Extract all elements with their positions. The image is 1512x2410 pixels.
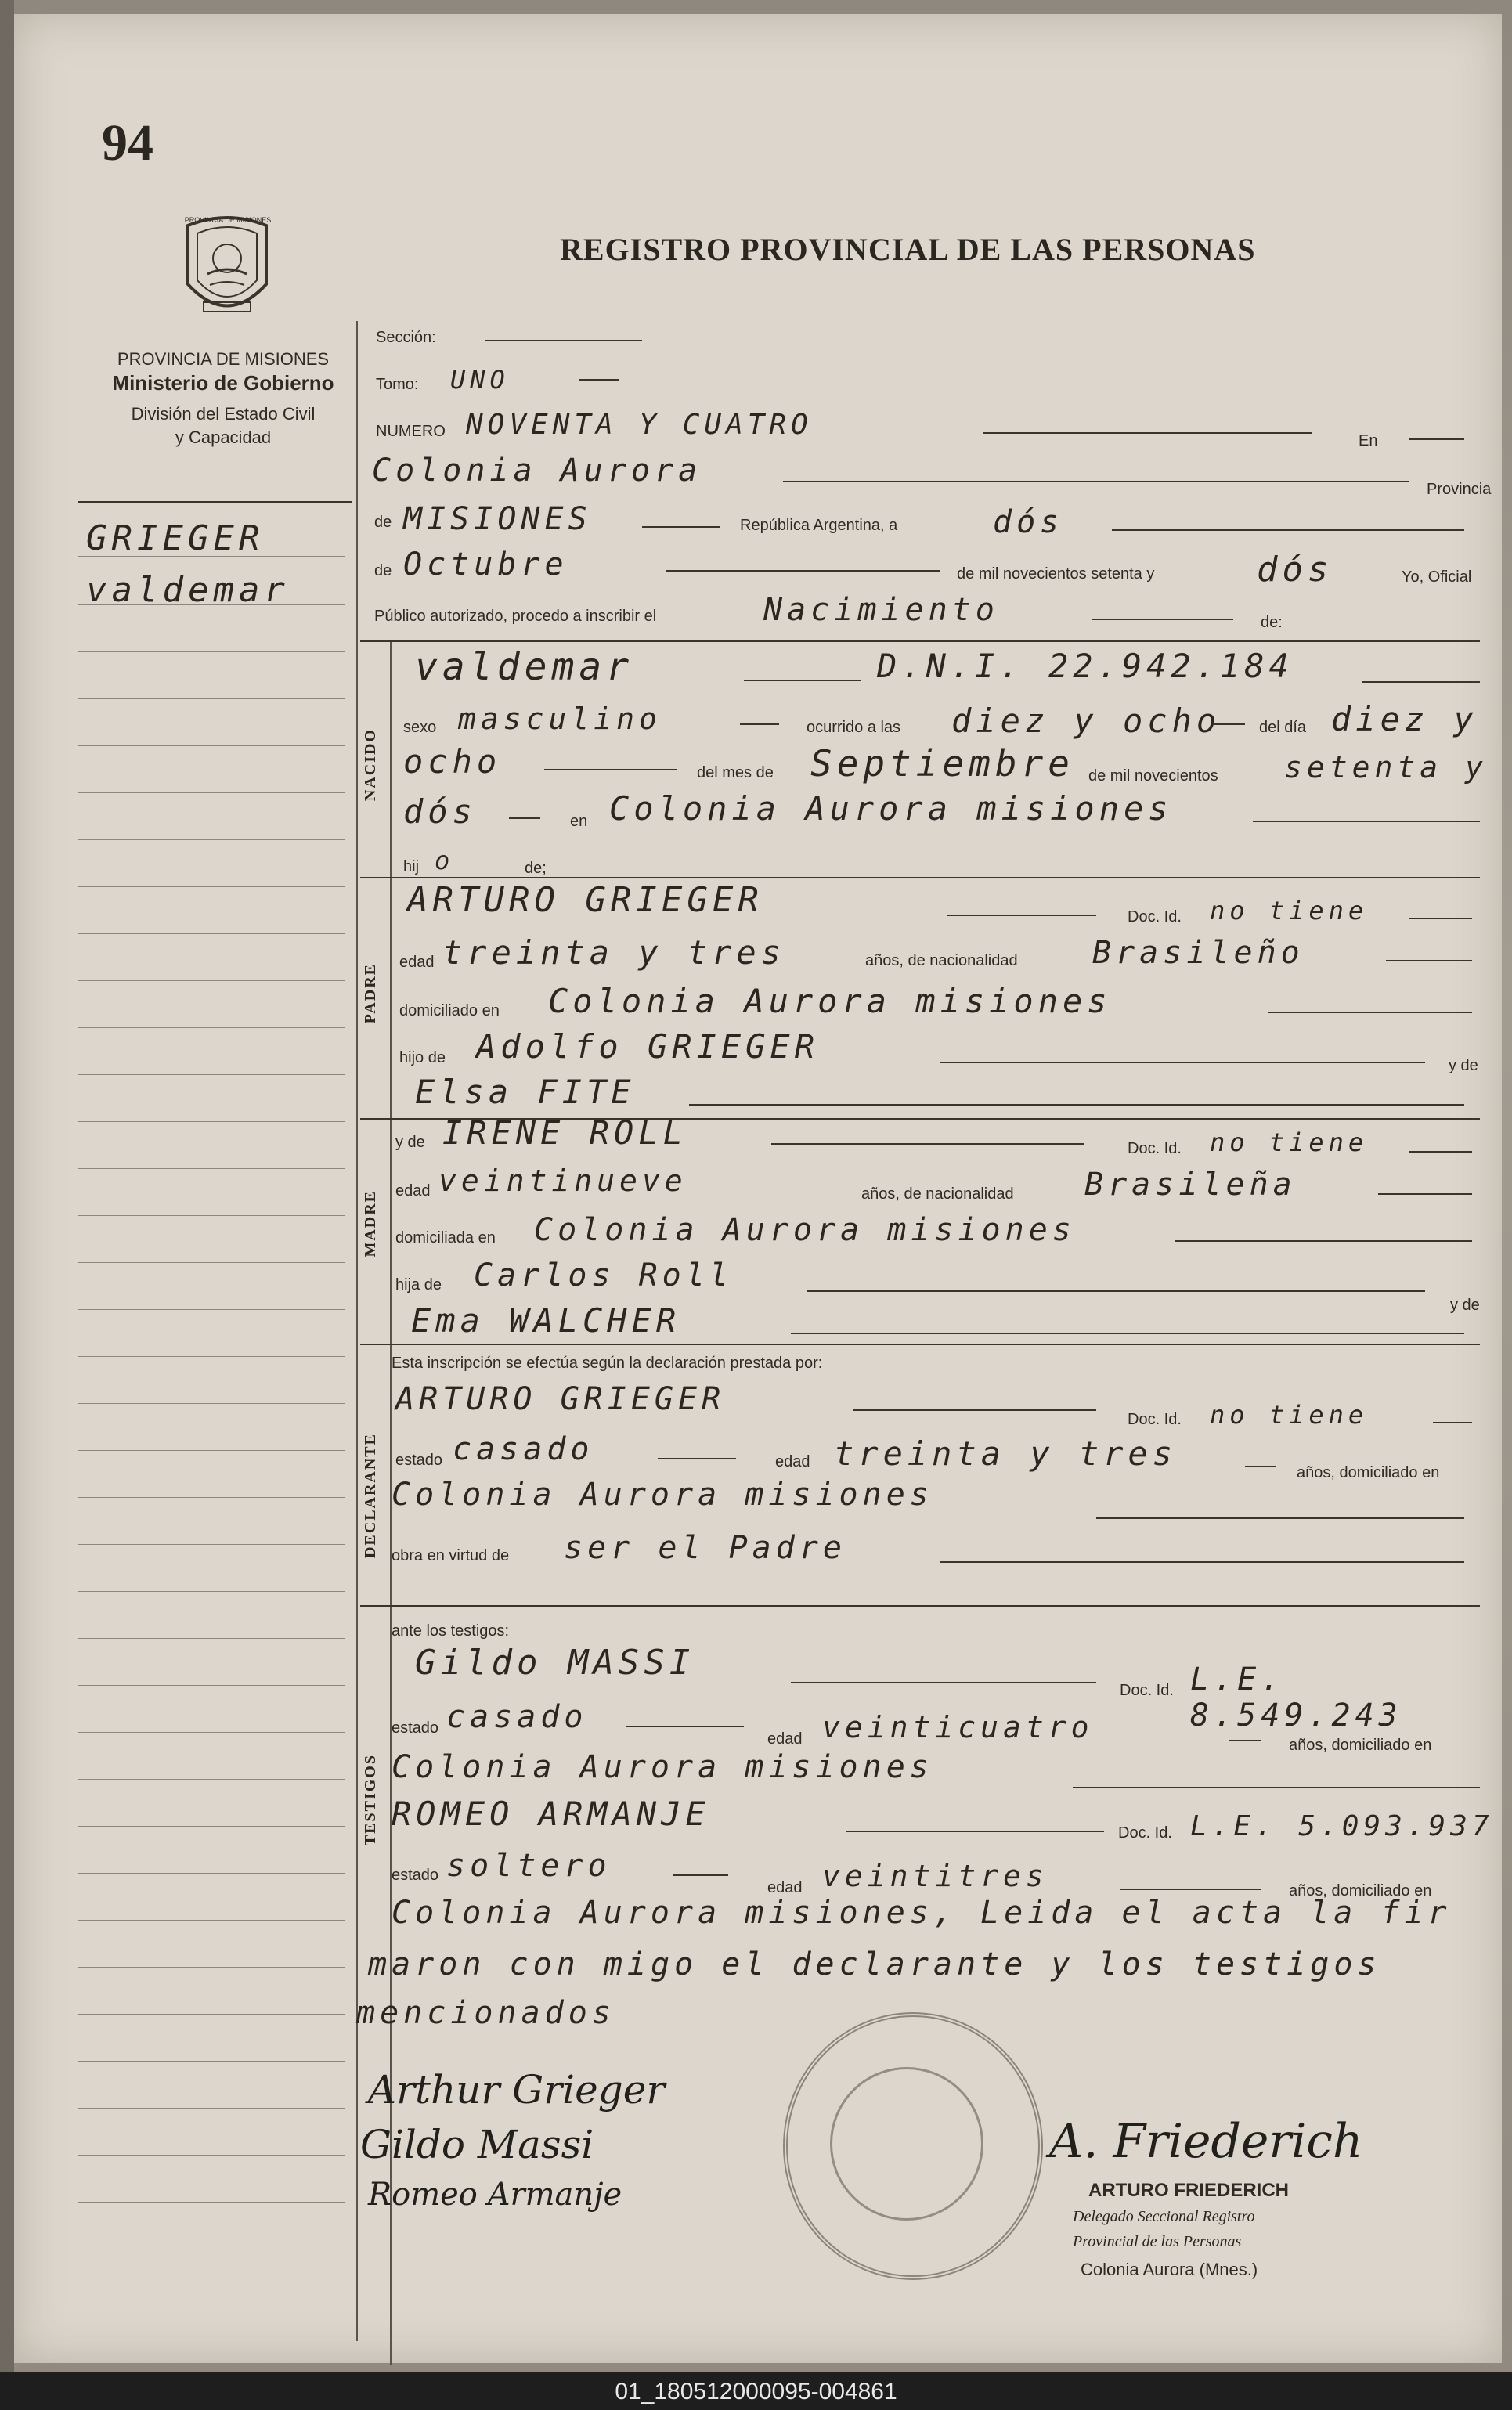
separator-padre-top bbox=[360, 877, 1480, 878]
declarante-nombre: ARTURO GRIEGER bbox=[395, 1381, 726, 1417]
en-label: En bbox=[1359, 432, 1378, 449]
margin-surname: GRIEGER bbox=[86, 518, 265, 558]
signature-declarante: Arthur Grieger bbox=[368, 2067, 666, 2112]
mes-value: Octubre bbox=[403, 547, 568, 583]
division-line2: y Capacidad bbox=[175, 428, 272, 447]
madre-madre-value: Ema WALCHER bbox=[411, 1301, 681, 1340]
province-name: PROVINCIA DE MISIONES bbox=[117, 349, 330, 369]
padre-domicilio-value: Colonia Aurora misiones bbox=[548, 982, 1112, 1020]
declarante-estado-value: casado bbox=[453, 1431, 594, 1467]
testigos-intro: ante los testigos: bbox=[392, 1622, 510, 1640]
acto-value: Nacimiento bbox=[763, 592, 999, 628]
declarante-obra-line bbox=[940, 1561, 1464, 1563]
padre-domicilio-label: domiciliado en bbox=[399, 1002, 500, 1019]
tomo-label: Tomo: bbox=[376, 376, 419, 393]
testigo2-nombre-line bbox=[846, 1831, 1104, 1832]
declarante-domicilio-line bbox=[1096, 1517, 1464, 1519]
label-padre: PADRE bbox=[362, 963, 379, 1024]
mil-label: de mil novecientos setenta y bbox=[957, 565, 1155, 583]
tomo-value: UNO bbox=[450, 365, 510, 395]
madre-y-de-label: y de bbox=[395, 1134, 425, 1151]
de3-label: de: bbox=[1261, 614, 1283, 631]
mes-line bbox=[666, 570, 940, 572]
closing-line1: maron con migo el declarante y los testigos bbox=[368, 1946, 1381, 1982]
testigo1-estado-label: estado bbox=[392, 1719, 439, 1737]
padre-padre-value: Adolfo GRIEGER bbox=[476, 1027, 820, 1066]
padre-nacionalidad-line bbox=[1386, 960, 1472, 961]
padre-nombre: ARTURO GRIEGER bbox=[407, 880, 763, 920]
padre-madre-line bbox=[689, 1104, 1464, 1106]
declarante-obra-label: obra en virtud de bbox=[392, 1547, 510, 1564]
nacido-anio-value: setenta y bbox=[1284, 750, 1488, 785]
padre-padre-line bbox=[940, 1062, 1425, 1063]
signature-official: A. Friederich bbox=[1049, 2114, 1363, 2169]
testigo2-edad-label: edad bbox=[767, 1879, 803, 1896]
declarante-intro: Esta inscripción se efectúa según la declaración prestada por: bbox=[392, 1355, 823, 1372]
madre-edad-value: veintinueve bbox=[438, 1164, 687, 1198]
province-seal-icon bbox=[172, 210, 282, 327]
madre-padre-value: Carlos Roll bbox=[474, 1257, 733, 1293]
nacido-mil-label: de mil novecientos bbox=[1088, 767, 1218, 785]
padre-madre-value: Elsa FITE bbox=[415, 1073, 636, 1111]
padre-doc-label: Doc. Id. bbox=[1128, 908, 1182, 925]
signature-testigo2: Romeo Armanje bbox=[368, 2177, 622, 2213]
madre-nacionalidad-line bbox=[1378, 1193, 1472, 1195]
lugar-line bbox=[783, 481, 1409, 482]
nacido-dia-value: diez y bbox=[1331, 700, 1478, 738]
madre-y-de-label2: y de bbox=[1450, 1297, 1480, 1314]
page-number: 94 bbox=[102, 114, 153, 171]
sexo-line bbox=[740, 723, 779, 725]
madre-nombre-line bbox=[771, 1143, 1084, 1145]
separator-nacido-top bbox=[360, 640, 1480, 642]
dia-value: dós bbox=[993, 504, 1064, 540]
hijo-value: o bbox=[435, 846, 455, 875]
nacido-dni-line bbox=[1362, 681, 1480, 683]
testigo1-domicilio-line bbox=[1073, 1787, 1480, 1788]
padre-anios-label: años, de nacionalidad bbox=[865, 952, 1018, 969]
anio-value: dós bbox=[1257, 550, 1333, 590]
testigo2-estado-value: soltero bbox=[446, 1848, 612, 1884]
dia-cont-line bbox=[544, 769, 677, 770]
seccion-label: Sección: bbox=[376, 329, 436, 346]
padre-nacionalidad-value: Brasileño bbox=[1092, 935, 1305, 971]
madre-nombre: IRENE ROLL bbox=[442, 1113, 687, 1152]
nacido-nombre: valdemar bbox=[415, 645, 634, 689]
official-stamp-inner bbox=[830, 2067, 983, 2221]
testigo2-doc-value: L.E. 5.093.937 bbox=[1190, 1810, 1494, 1842]
testigo2-domicilio-value: Colonia Aurora misiones, Leida el acta la fir bbox=[392, 1895, 1452, 1931]
testigo1-edad-label: edad bbox=[767, 1730, 803, 1748]
testigo1-doc-value: L.E. 8.549.243 bbox=[1190, 1661, 1402, 1734]
official-place: Colonia Aurora (Mnes.) bbox=[1081, 2260, 1258, 2279]
signature-testigo1: Gildo Massi bbox=[360, 2122, 594, 2167]
label-declarante: DECLARANTE bbox=[362, 1433, 379, 1559]
seccion-line bbox=[485, 340, 642, 341]
padre-hijo-label: hijo de bbox=[399, 1049, 446, 1066]
padre-edad-value: treinta y tres bbox=[442, 933, 786, 972]
padre-domicilio-line bbox=[1268, 1012, 1472, 1013]
testigo2-nombre: ROMEO ARMANJE bbox=[392, 1795, 710, 1833]
official-title1: Delegado Seccional Registro bbox=[1073, 2208, 1255, 2225]
publico-label: Público autorizado, procedo a inscribir el bbox=[374, 608, 657, 625]
padre-nombre-line bbox=[947, 915, 1096, 916]
padre-doc-line bbox=[1409, 918, 1472, 919]
division-line1: División del Estado Civil bbox=[131, 404, 316, 424]
separator-testigos-top bbox=[360, 1605, 1480, 1607]
sexo-value: masculino bbox=[458, 702, 662, 736]
testigo1-nombre-line bbox=[791, 1682, 1096, 1683]
de2-label: de bbox=[374, 562, 392, 579]
republica-label: República Argentina, a bbox=[740, 517, 898, 534]
sexo-label: sexo bbox=[403, 719, 437, 736]
nacido-mes-label: del mes de bbox=[697, 764, 774, 781]
madre-madre-line bbox=[791, 1333, 1464, 1334]
madre-doc-value: no tiene bbox=[1210, 1127, 1369, 1157]
madre-anios-label: años, de nacionalidad bbox=[861, 1185, 1014, 1203]
hijo-de-label: de; bbox=[525, 860, 547, 877]
madre-domicilio-line bbox=[1175, 1240, 1472, 1242]
nacido-nombre-line bbox=[744, 680, 861, 681]
numero-line bbox=[983, 432, 1312, 434]
testigo1-anios-label: años, domiciliado en bbox=[1289, 1737, 1432, 1754]
madre-domicilio-label: domiciliada en bbox=[395, 1229, 496, 1246]
numero-value: NOVENTA Y CUATRO bbox=[466, 409, 813, 441]
official-title2: Provincial de las Personas bbox=[1073, 2233, 1242, 2250]
anio-cont-line bbox=[509, 817, 540, 819]
separator-declarante-top bbox=[360, 1344, 1480, 1345]
madre-hija-label: hija de bbox=[395, 1276, 442, 1293]
declarante-edad-line bbox=[1245, 1466, 1276, 1467]
testigo2-doc-label: Doc. Id. bbox=[1118, 1824, 1172, 1842]
testigo1-nombre: Gildo MASSI bbox=[415, 1643, 695, 1683]
yo-label: Yo, Oficial bbox=[1402, 568, 1472, 586]
ocurrido-label: ocurrido a las bbox=[807, 719, 901, 736]
testigo1-domicilio-value: Colonia Aurora misiones bbox=[392, 1749, 933, 1785]
testigo2-anios-label: años, domiciliado en bbox=[1289, 1882, 1432, 1899]
declarante-estado-label: estado bbox=[395, 1452, 443, 1469]
numero-label: NUMERO bbox=[376, 423, 446, 440]
declarante-estado-line bbox=[658, 1458, 736, 1459]
testigo1-doc-label: Doc. Id. bbox=[1120, 1682, 1174, 1699]
padre-doc-value: no tiene bbox=[1210, 896, 1369, 925]
madre-nacionalidad-value: Brasileña bbox=[1084, 1167, 1297, 1203]
madre-doc-label: Doc. Id. bbox=[1128, 1140, 1182, 1157]
declarante-nombre-line bbox=[853, 1409, 1096, 1411]
madre-padre-line bbox=[807, 1290, 1425, 1292]
label-nacido: NACIDO bbox=[362, 728, 379, 802]
closing-line2: mencionados bbox=[356, 1995, 615, 2031]
label-testigos: TESTIGOS bbox=[362, 1754, 379, 1846]
testigo2-estado-line bbox=[673, 1874, 728, 1876]
margin-given-name: valdemar bbox=[86, 570, 290, 610]
declarante-edad-value: treinta y tres bbox=[834, 1434, 1178, 1473]
page-title: REGISTRO PROVINCIAL DE LAS PERSONAS bbox=[560, 232, 1256, 267]
hijo-label: hij bbox=[403, 858, 420, 875]
nacido-lugar-value: Colonia Aurora misiones bbox=[609, 789, 1173, 828]
testigo2-edad-line bbox=[1120, 1889, 1261, 1890]
declarante-edad-label: edad bbox=[775, 1453, 810, 1470]
padre-edad-label: edad bbox=[399, 954, 435, 971]
madre-doc-line bbox=[1409, 1151, 1472, 1153]
seal-text: PROVINCIA DE MISIONES bbox=[184, 216, 272, 224]
padre-y-de-label: y de bbox=[1449, 1057, 1478, 1074]
provincia-value: MISIONES bbox=[403, 501, 592, 537]
declarante-domicilio-value: Colonia Aurora misiones bbox=[392, 1477, 933, 1513]
declarante-obra-value: ser el Padre bbox=[564, 1530, 846, 1566]
declarante-doc-line bbox=[1433, 1422, 1472, 1423]
madre-domicilio-value: Colonia Aurora misiones bbox=[534, 1212, 1076, 1248]
provincia-line bbox=[642, 526, 720, 528]
nacido-en-label: en bbox=[570, 813, 588, 830]
margin-top-rule bbox=[78, 501, 352, 503]
nacido-anio-value-cont: dós bbox=[403, 792, 477, 831]
testigo1-edad-line bbox=[1229, 1740, 1261, 1741]
declarante-anios-label: años, domiciliado en bbox=[1297, 1464, 1440, 1481]
acto-line bbox=[1092, 619, 1233, 620]
testigo2-edad-value: veintitres bbox=[822, 1859, 1048, 1893]
label-madre: MADRE bbox=[362, 1190, 379, 1257]
official-name: ARTURO FRIEDERICH bbox=[1088, 2180, 1289, 2201]
testigo1-estado-line bbox=[626, 1726, 744, 1727]
nacido-dia-value-cont: ocho bbox=[403, 742, 502, 781]
de-label: de bbox=[374, 514, 392, 531]
binding-spine bbox=[0, 0, 14, 2410]
hora-line bbox=[1214, 723, 1245, 725]
nacido-mes-value: Septiembre bbox=[810, 742, 1074, 785]
margin-divider bbox=[356, 321, 358, 2341]
testigo1-edad-value: veinticuatro bbox=[822, 1710, 1094, 1744]
lugar-value: Colonia Aurora bbox=[372, 453, 702, 489]
provincia-label: Provincia bbox=[1427, 481, 1492, 498]
declarante-doc-value: no tiene bbox=[1210, 1400, 1369, 1430]
tomo-line bbox=[579, 379, 619, 381]
nacido-dni: D.N.I. 22.942.184 bbox=[877, 647, 1294, 685]
nacido-lugar-line bbox=[1253, 821, 1480, 822]
del-dia-label: del día bbox=[1259, 719, 1307, 736]
en-line bbox=[1409, 438, 1464, 440]
dia-line bbox=[1112, 529, 1464, 531]
footer-image-id: 01_180512000095-004861 bbox=[615, 2379, 897, 2405]
testigo1-estado-value: casado bbox=[446, 1699, 588, 1735]
testigo2-estado-label: estado bbox=[392, 1867, 439, 1884]
hora-value: diez y ocho bbox=[951, 702, 1222, 740]
declarante-doc-label: Doc. Id. bbox=[1128, 1411, 1182, 1428]
ministry-name: Ministerio de Gobierno bbox=[112, 371, 334, 395]
madre-edad-label: edad bbox=[395, 1182, 431, 1200]
